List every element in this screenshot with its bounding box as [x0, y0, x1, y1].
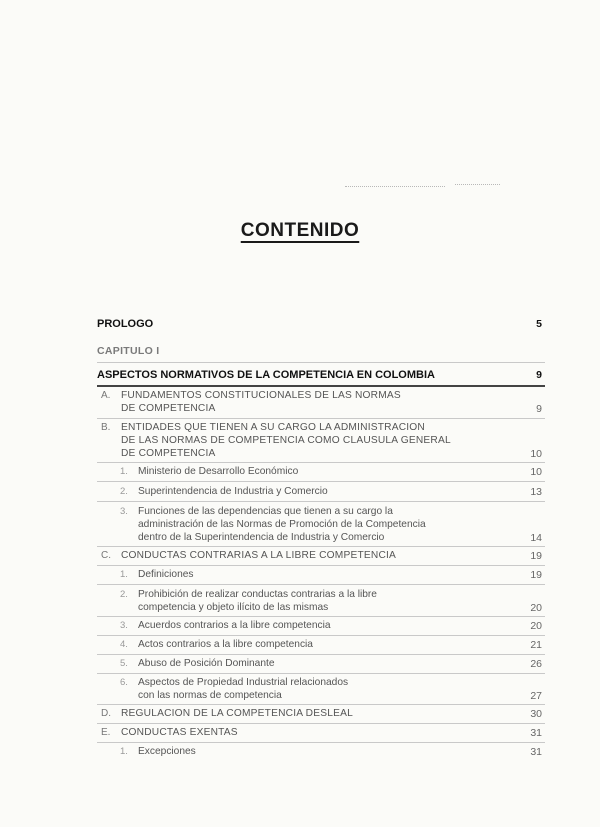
entry-marker: 2. [120, 589, 128, 600]
entry-title-line: ENTIDADES QUE TIENEN A SU CARGO LA ADMINISTRACION [121, 422, 425, 433]
entry-title-line: DE COMPETENCIA [121, 403, 216, 414]
entry-page: 14 [530, 532, 542, 544]
entry-title-line: Ministerio de Desarrollo Económico [138, 466, 299, 477]
aspectos-page: 9 [536, 369, 542, 381]
entry-title-line: Acuerdos contrarios a la libre competencia [138, 620, 331, 631]
entry-page: 19 [530, 569, 542, 581]
entry-title-line: administración de las Normas de Promoción de la Competencia [138, 519, 426, 530]
divider [97, 385, 545, 387]
entry-page: 27 [530, 690, 542, 702]
prologo-page: 5 [536, 318, 542, 330]
entry-title-line: competencia y objeto ilícito de las mismas [138, 602, 329, 613]
divider [97, 742, 545, 743]
entry-marker: 4. [120, 639, 128, 650]
entry-title-line: Prohibición de realizar conductas contrarias a la libre [138, 589, 377, 600]
divider [97, 616, 545, 617]
prologo-label: PROLOGO [97, 318, 154, 330]
entry-marker: 1. [120, 466, 128, 477]
divider [97, 362, 545, 363]
divider [97, 635, 545, 636]
entry-page: 21 [530, 639, 542, 651]
entry-title-line: REGULACION DE LA COMPETENCIA DESLEAL [121, 708, 353, 719]
entry-marker: A. [101, 390, 111, 401]
entry-title-line: CONDUCTAS CONTRARIAS A LA LIBRE COMPETENCIA [121, 550, 397, 561]
entry-title-line: Abuso de Posición Dominante [138, 658, 275, 669]
scan-artifact [345, 186, 445, 187]
entry-page: 26 [530, 658, 542, 670]
entry-title-line: DE LAS NORMAS DE COMPETENCIA COMO CLAUSULA GENERAL [121, 435, 451, 446]
page-title: CONTENIDO [240, 220, 360, 241]
entry-page: 20 [530, 620, 542, 632]
entry-page: 30 [530, 708, 542, 720]
entry-marker: 3. [120, 506, 128, 517]
entry-marker: 1. [120, 569, 128, 580]
entry-page: 19 [530, 550, 542, 562]
entry-marker: 6. [120, 677, 128, 688]
divider [97, 481, 545, 482]
capitulo-label: CAPITULO I [97, 345, 160, 357]
divider [97, 704, 545, 705]
entry-title-line: Funciones de las dependencias que tienen a su cargo la [138, 506, 393, 517]
entry-title-line: Aspectos de Propiedad Industrial relacionados [138, 677, 349, 688]
entry-marker: 2. [120, 486, 128, 497]
entry-marker: B. [101, 422, 111, 433]
entry-title-line: dentro de la Superintendencia de Industria y Comercio [138, 532, 385, 543]
divider [97, 501, 545, 502]
entry-marker: 3. [120, 620, 128, 631]
scan-artifact [455, 184, 500, 185]
entry-title-line: DE COMPETENCIA [121, 448, 216, 459]
entry-marker: C. [101, 550, 111, 561]
entry-title-line: Excepciones [138, 746, 196, 757]
entry-marker: 1. [120, 746, 128, 757]
entry-title-line: Superintendencia de Industria y Comercio [138, 486, 328, 497]
entry-page: 20 [530, 602, 542, 614]
entry-marker: 5. [120, 658, 128, 669]
entry-title-line: con las normas de competencia [138, 690, 282, 701]
entry-page: 9 [536, 403, 542, 415]
divider [97, 584, 545, 585]
divider [97, 418, 545, 419]
entry-page: 10 [530, 448, 542, 460]
entry-page: 31 [530, 746, 542, 758]
divider [97, 673, 545, 674]
entry-title-line: Actos contrarios a la libre competencia [138, 639, 313, 650]
entry-page: 31 [530, 727, 542, 739]
entry-page: 13 [530, 486, 542, 498]
divider [97, 462, 545, 463]
entry-title-line: Definiciones [138, 569, 194, 580]
aspectos-label: ASPECTOS NORMATIVOS DE LA COMPETENCIA EN COLOMBIA [97, 369, 435, 381]
entry-page: 10 [530, 466, 542, 478]
divider [97, 546, 545, 547]
divider [97, 654, 545, 655]
entry-marker: E. [101, 727, 111, 738]
entry-title-line: CONDUCTAS EXENTAS [121, 727, 238, 738]
entry-marker: D. [101, 708, 111, 719]
divider [97, 565, 545, 566]
divider [97, 723, 545, 724]
entry-title-line: FUNDAMENTOS CONSTITUCIONALES DE LAS NORMAS [121, 390, 401, 401]
